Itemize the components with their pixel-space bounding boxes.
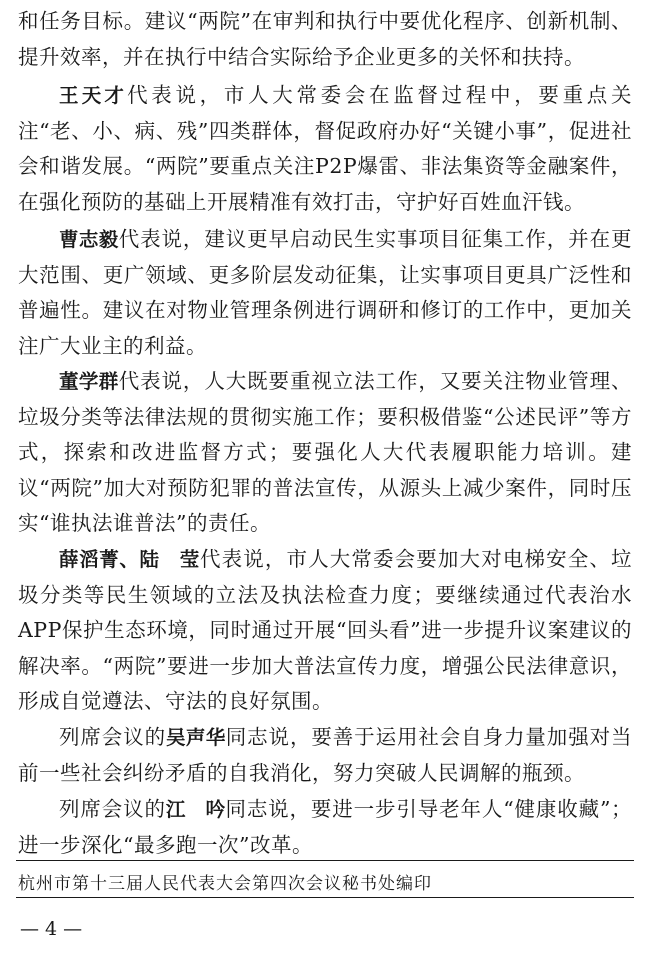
speech-paragraph-wang-tiancai <box>18 78 632 220</box>
paragraph-prefix: 列席会议的 <box>59 797 166 821</box>
speech-paragraph-wu-shenghua <box>18 720 632 791</box>
speaker-name: 薛滔菁、陆 莹 <box>59 548 200 571</box>
speech-paragraph-xue-lu <box>18 542 632 720</box>
speaker-name: 王天才 <box>59 84 128 107</box>
paragraph-continuation <box>18 4 632 75</box>
speech-paragraph-cao-zhiyi <box>18 222 632 364</box>
speaker-name: 曹志毅 <box>59 228 119 251</box>
speech-paragraph-dong-xuequn <box>18 364 632 542</box>
footer-top-rule <box>16 860 634 861</box>
paragraph-text: 代表说，市人大常委会要加大对电梯安全、垃圾分类等民生领域的立法及执法检查力度；要继续通过代表治水APP保护生态环境，同时通过开展“回头看”进一步提升议案建议的解决率。“两院”要进一步加大普法宣传力度，增强公民法律意识，形成自觉遵法、守法的良好氛围。 <box>18 547 632 714</box>
speaker-name: 江 吟 <box>165 798 226 821</box>
paragraph-text: 同志说，要进一步引导老年人“健康收藏”；进一步深化“最多跑一次”改革。 <box>18 797 633 857</box>
paragraph-text: 和任务目标。建议“两院”在审判和执行中要优化程序、创新机制、提升效率，并在执行中结合实际给予企业更多的关怀和扶持。 <box>18 9 632 69</box>
paragraph-text: 代表说，建议更早启动民生实事项目征集工作，并在更大范围、更广领域、更多阶层发动征集，让实事项目更具广泛性和普遍性。建议在对物业管理条例进行调研和修订的工作中，更加关注广大业主的利益。 <box>18 227 632 358</box>
publisher-line: 杭州市第十三届人民代表大会第四次会议秘书处编印 <box>18 874 432 894</box>
speaker-name: 董学群 <box>59 370 119 393</box>
speech-paragraph-jiang-yin <box>18 792 632 863</box>
paragraph-text: 同志说，要善于运用社会自身力量加强对当前一些社会纠纷矛盾的自我消化，努力突破人民调解的瓶颈。 <box>18 725 633 785</box>
footer-bottom-rule <box>16 897 634 898</box>
page-number: — 4 — <box>20 918 83 940</box>
paragraph-prefix: 列席会议的 <box>59 725 167 749</box>
paragraph-text: 代表说，人大既要重视立法工作，又要关注物业管理、垃圾分类等法律法规的贯彻实施工作；要积极借鉴“公述民评”等方式，探索和改进监督方式；要强化人大代表履职能力培训。建议“两院”加大对预防犯罪的普法宣传，从源头上减少案件，同时压实“谁执法谁普法”的责任。 <box>18 369 632 536</box>
paragraph-text: 代表说，市人大常委会在监督过程中，要重点关注“老、小、病、残”四类群体，督促政府办好“关键小事”，促进社会和谐发展。“两院”要重点关注P2P爆雷、非法集资等金融案件，在强化预防的基础上开展精准有效打击，守护好百姓血汗钱。 <box>18 83 632 214</box>
speaker-name: 吴声华 <box>166 726 226 749</box>
